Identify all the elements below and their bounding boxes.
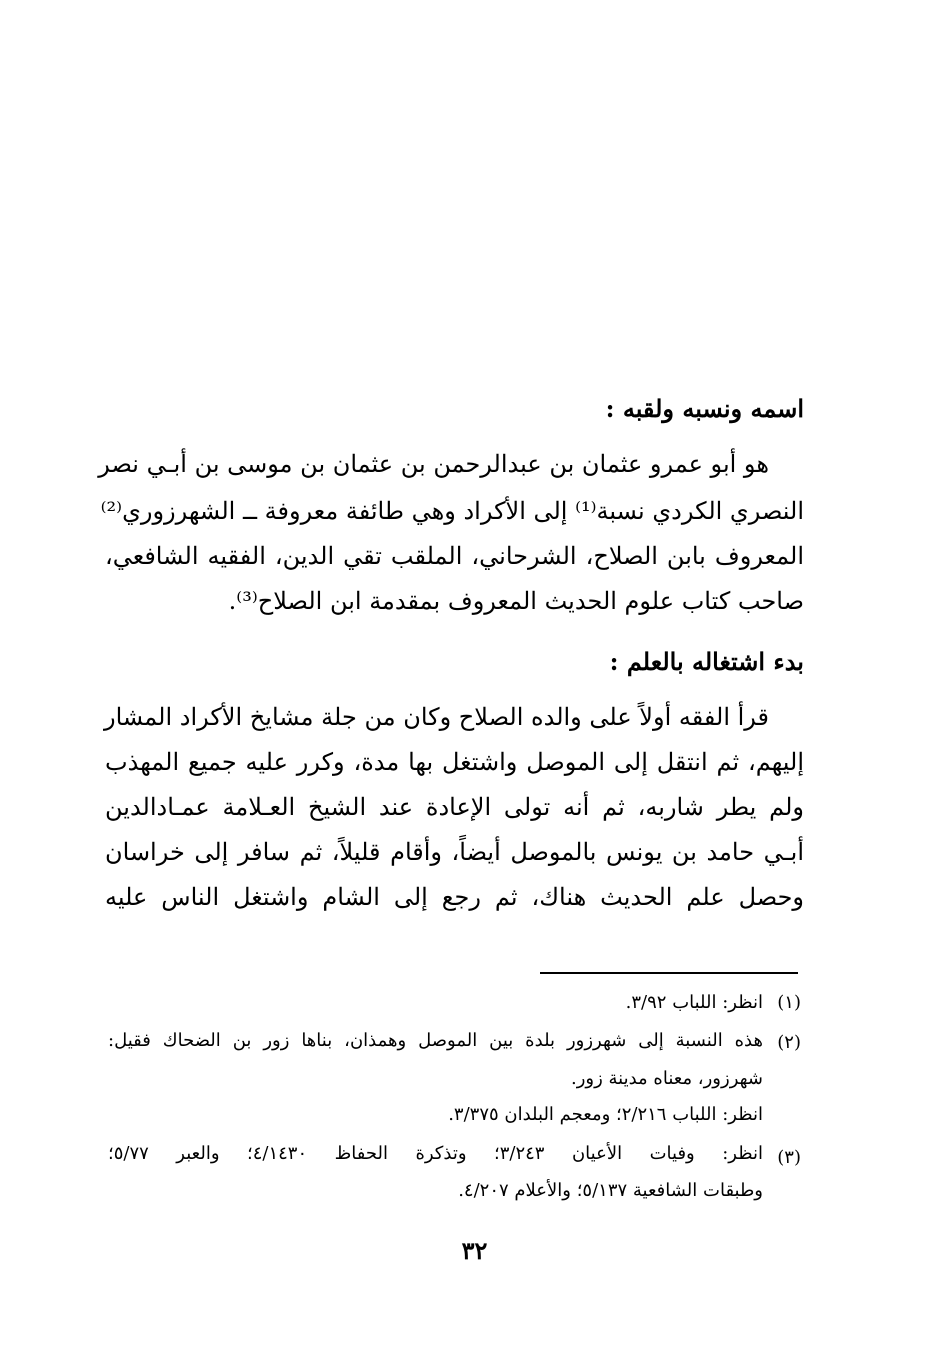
footnote-text: انظر: وفيات الأعيان ٣/٢٤٣؛ وتذكرة الحفاظ ٤/١٤٣٠؛ والعبر ٥/٧٧؛ — [108, 1143, 764, 1164]
paragraph-line: صاحب كتاب علوم الحديث المعروف بمقدمة ابن الصلاح⁽³⁾. — [228, 587, 804, 615]
footnote-text: وطبقات الشافعية ٥/١٣٧؛ والأعلام ٤/٢٠٧. — [458, 1180, 763, 1201]
footnote-text: شهرزور، معناه مدينة زور. — [570, 1068, 763, 1089]
section-heading-name-lineage: اسمه ونسبه ولقبه : — [605, 394, 804, 423]
paragraph-line: المعروف بابن الصلاح، الشرحاني، الملقب تقي الدين، الفقيه الشافعي، — [105, 542, 804, 570]
footnote-number: (١) — [777, 992, 801, 1013]
paragraph-line: النصري الكردي نسبة⁽¹⁾ إلى الأكراد وهي طائفة معروفة ــ الشهرزوري⁽²⁾ — [100, 497, 804, 525]
paragraph-line: أبـي حامد بن يونس بالموصل أيضاً، وأقام قليلاً، ثم سافر إلى خراسان — [105, 838, 804, 866]
footnote-text: انظر: اللباب ٢/٢١٦؛ ومعجم البلدان ٣/٣٧٥. — [448, 1104, 763, 1125]
paragraph-line: ولم يطر شاربه، ثم أنه تولى الإعادة عند الشيخ العـلامة عمـادالدين — [105, 793, 804, 821]
footnote-separator — [540, 972, 798, 974]
footnote-number: (٢) — [777, 1032, 801, 1053]
footnote-text: هذه النسبة إلى شهرزور بلدة بين الموصل وهمذان، بناها زور بن الضحاك فقيل: — [108, 1030, 763, 1051]
paragraph-line: وحصل علم الحديث هناك، ثم رجع إلى الشام واشتغل الناس عليه — [105, 883, 804, 911]
section-heading-study-start: بدء اشتغاله بالعلم : — [609, 647, 804, 676]
paragraph-line: هو أبو عمرو عثمان بن عبدالرحمن بن عثمان بن موسى بن أبـي نصر — [98, 450, 769, 478]
page-number: ٣٢ — [461, 1236, 488, 1265]
footnote-number: (٣) — [777, 1147, 801, 1168]
paragraph-line: قرأ الفقه أولاً على والده الصلاح وكان من جلة مشايخ الأكراد المشار — [103, 703, 769, 731]
paragraph-line: إليهم، ثم انتقل إلى الموصل واشتغل بها مدة، وكرر عليه جميع المهذب — [105, 748, 804, 776]
footnote-text: انظر: اللباب ٣/٩٢. — [625, 992, 763, 1013]
